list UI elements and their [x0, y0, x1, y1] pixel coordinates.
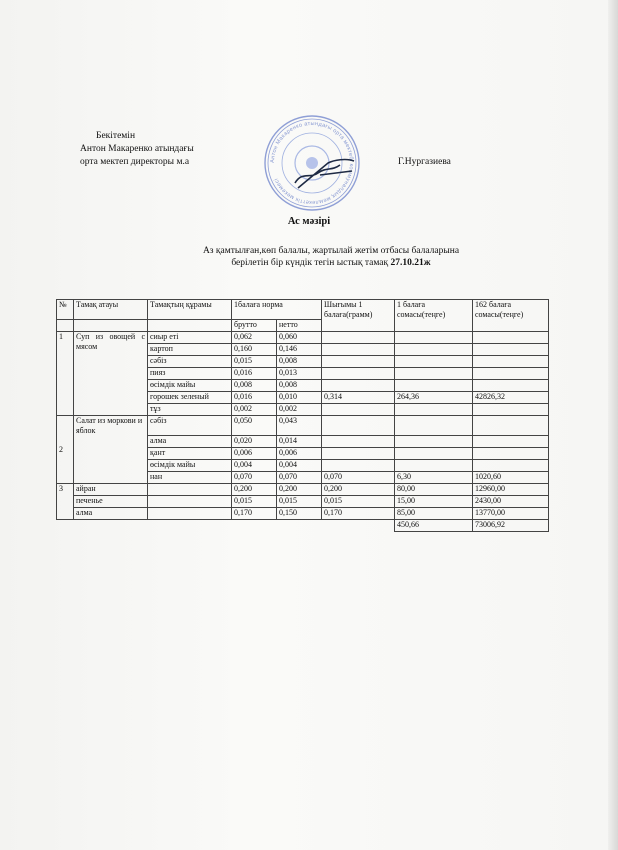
output-value: [322, 460, 395, 472]
dish-name: айран: [74, 484, 148, 496]
ingredient-name: өсімдік майы: [148, 460, 232, 472]
total-cost-total: 73006,92: [473, 520, 549, 532]
cost-one-value: [395, 368, 473, 380]
netto-value: 0,060: [277, 332, 322, 344]
table-row: [57, 416, 549, 436]
output-value: [322, 368, 395, 380]
cost-one-value: [395, 356, 473, 368]
meal-number: 3: [57, 484, 74, 520]
brutto-value: 0,070: [232, 472, 277, 484]
cost-one-value: 80,00: [395, 484, 473, 496]
cost-total-value: [473, 332, 549, 344]
header-row: [57, 300, 549, 320]
cost-one-value: [395, 460, 473, 472]
output-value: [322, 356, 395, 368]
subtitle-line-2: берілетін бір күндік тегін ыстық тамақ 27.10.21ж: [231, 258, 431, 268]
brutto-value: 0,062: [232, 332, 277, 344]
ingredient-name: сәбіз: [148, 356, 232, 368]
menu-subtitle: [176, 245, 486, 269]
output-value: [322, 404, 395, 416]
ingredient-name: картоп: [148, 344, 232, 356]
header-cost-one: 1 балаға сомасы(теңге): [395, 300, 473, 332]
netto-value: 0,004: [277, 460, 322, 472]
cost-total-value: [473, 344, 549, 356]
cost-one-value: [395, 436, 473, 448]
dish-name: алма: [74, 508, 148, 520]
ingredient-name: [148, 484, 232, 496]
netto-value: 0,010: [277, 392, 322, 404]
page-title: Ас мәзірі: [287, 216, 331, 227]
ingredient-name: алма: [148, 436, 232, 448]
director-name: Г.Нургазиева: [398, 157, 451, 167]
netto-value: 0,008: [277, 380, 322, 392]
brutto-value: 0,015: [232, 356, 277, 368]
output-value: [322, 332, 395, 344]
approval-heading: Бекітемін: [96, 131, 136, 141]
output-value: 0,070: [322, 472, 395, 484]
cost-total-value: 1020,60: [473, 472, 549, 484]
menu-date: 27.10.21ж: [390, 258, 431, 268]
ingredient-name: [148, 508, 232, 520]
output-value: 0,015: [322, 496, 395, 508]
approval-school: Антон Макаренко атындағы: [80, 144, 194, 154]
cost-total-value: [473, 448, 549, 460]
header-output: Шығымы 1 балаға(грамм): [322, 300, 395, 332]
page-edge-shadow: [608, 0, 618, 850]
netto-value: 0,006: [277, 448, 322, 460]
subheader-empty: [74, 320, 148, 332]
cost-one-value: [395, 416, 473, 436]
brutto-value: 0,170: [232, 508, 277, 520]
ingredient-name: [148, 496, 232, 508]
output-value: [322, 380, 395, 392]
netto-value: 0,008: [277, 356, 322, 368]
brutto-value: 0,004: [232, 460, 277, 472]
header-dish: Тамақ атауы: [74, 300, 148, 320]
netto-value: 0,015: [277, 496, 322, 508]
ingredient-name: сиыр еті: [148, 332, 232, 344]
subheader-empty: [57, 320, 74, 332]
table-row: [57, 332, 549, 344]
output-value: [322, 344, 395, 356]
ingredient-name: горошек зеленый: [148, 392, 232, 404]
table-row: [57, 508, 549, 520]
netto-value: 0,043: [277, 416, 322, 436]
netto-value: 0,013: [277, 368, 322, 380]
output-value: 0,200: [322, 484, 395, 496]
brutto-value: 0,050: [232, 416, 277, 436]
netto-value: 0,150: [277, 508, 322, 520]
cost-total-value: [473, 416, 549, 436]
cost-one-value: [395, 344, 473, 356]
meal-number: 2: [57, 416, 74, 484]
stamp-text: Антон Макаренко атындағы орта мектебі коммуналдық мемлекеттік мекемесі: [269, 120, 355, 206]
approval-position: орта мектеп директоры м.а: [80, 157, 190, 167]
cost-total-value: 12960,00: [473, 484, 549, 496]
meal-number: 1: [57, 332, 74, 416]
cost-total-value: [473, 356, 549, 368]
brutto-value: 0,015: [232, 496, 277, 508]
netto-value: 0,200: [277, 484, 322, 496]
brutto-value: 0,016: [232, 392, 277, 404]
header-num: №: [57, 300, 74, 320]
ingredient-name: тұз: [148, 404, 232, 416]
cost-total-value: [473, 368, 549, 380]
totals-spacer: [57, 520, 395, 532]
brutto-value: 0,008: [232, 380, 277, 392]
output-value: [322, 436, 395, 448]
brutto-value: 0,006: [232, 448, 277, 460]
cost-total-value: 13770,00: [473, 508, 549, 520]
dish-name: Салат из моркови и яблок: [74, 416, 148, 484]
cost-one-value: 264,36: [395, 392, 473, 404]
header-norm: 1балаға норма: [232, 300, 322, 320]
cost-total-value: 2430,00: [473, 496, 549, 508]
brutto-value: 0,016: [232, 368, 277, 380]
cost-one-value: [395, 380, 473, 392]
ingredient-name: қант: [148, 448, 232, 460]
netto-value: 0,070: [277, 472, 322, 484]
output-value: [322, 448, 395, 460]
totals-row: [57, 520, 549, 532]
cost-one-value: [395, 404, 473, 416]
cost-one-value: 15,00: [395, 496, 473, 508]
approval-block: [80, 130, 194, 169]
header-ingredients: Тамақтың құрамы: [148, 300, 232, 320]
menu-table: [56, 299, 549, 532]
ingredient-name: пияз: [148, 368, 232, 380]
cost-total-value: 42826,32: [473, 392, 549, 404]
output-value: 0,314: [322, 392, 395, 404]
subtitle-line-1: Аз қамтылған,көп балалы, жартылай жетім отбасы балаларына: [202, 246, 460, 256]
dish-name: печенье: [74, 496, 148, 508]
brutto-value: 0,160: [232, 344, 277, 356]
cost-one-value: [395, 448, 473, 460]
table-row: [57, 496, 549, 508]
output-value: 0,170: [322, 508, 395, 520]
cost-total-value: [473, 460, 549, 472]
netto-value: 0,014: [277, 436, 322, 448]
dish-name: Суп из овощей с мясом: [74, 332, 148, 416]
cost-one-value: 85,00: [395, 508, 473, 520]
cost-total-value: [473, 404, 549, 416]
cost-total-value: [473, 436, 549, 448]
brutto-value: 0,002: [232, 404, 277, 416]
netto-value: 0,146: [277, 344, 322, 356]
ingredient-name: нан: [148, 472, 232, 484]
school-stamp: [262, 113, 362, 213]
header-cost-total: 162 балаға сомасы(теңге): [473, 300, 549, 332]
subheader-empty: [148, 320, 232, 332]
ingredient-name: сәбіз: [148, 416, 232, 436]
header-brutto: брутто: [232, 320, 277, 332]
netto-value: 0,002: [277, 404, 322, 416]
brutto-value: 0,020: [232, 436, 277, 448]
ingredient-name: өсімдік майы: [148, 380, 232, 392]
output-value: [322, 416, 395, 436]
total-cost-one: 450,66: [395, 520, 473, 532]
cost-total-value: [473, 380, 549, 392]
cost-one-value: [395, 332, 473, 344]
header-netto: нетто: [277, 320, 322, 332]
cost-one-value: 6,30: [395, 472, 473, 484]
brutto-value: 0,200: [232, 484, 277, 496]
table-row: [57, 484, 549, 496]
